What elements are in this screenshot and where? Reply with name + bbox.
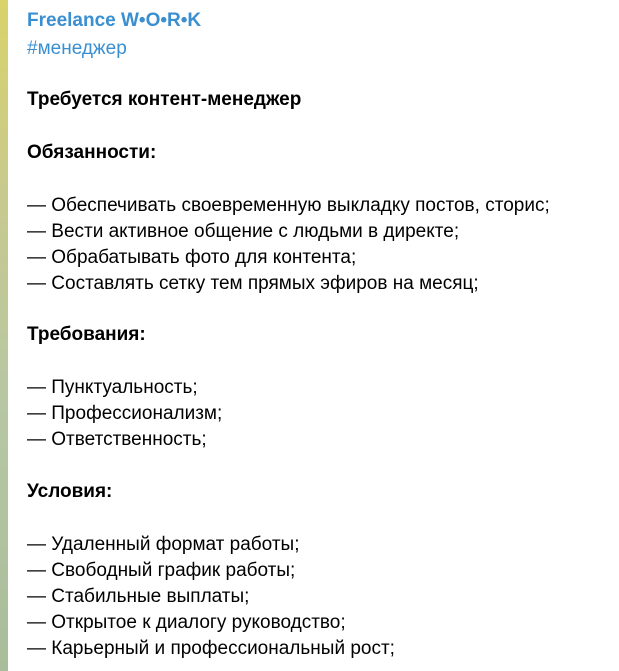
hashtag-link[interactable]: #менеджер xyxy=(27,38,127,59)
requirement-item: — Ответственность; xyxy=(27,429,207,450)
duty-item: — Вести активное общение с людьми в директе; xyxy=(27,221,460,242)
requirement-item: — Пунктуальность; xyxy=(27,377,198,398)
duties-heading: Обязанности: xyxy=(27,142,157,163)
condition-item: — Открытое к диалогу руководство; xyxy=(27,612,346,633)
requirement-item: — Профессионализм; xyxy=(27,403,223,424)
chat-background-strip xyxy=(0,0,8,671)
message-bubble xyxy=(8,0,619,671)
post-title: Требуется контент-менеджер xyxy=(27,89,302,110)
condition-item: — Карьерный и профессиональный рост; xyxy=(27,638,395,659)
duty-item: — Составлять сетку тем прямых эфиров на месяц; xyxy=(27,273,479,294)
channel-name[interactable]: Freelance W•O•R•K xyxy=(27,10,202,31)
condition-item: — Свободный график работы; xyxy=(27,560,296,581)
duty-item: — Обеспечивать своевременную выкладку постов, сторис; xyxy=(27,195,550,216)
duty-item: — Обрабатывать фото для контента; xyxy=(27,247,357,268)
condition-item: — Удаленный формат работы; xyxy=(27,534,300,555)
conditions-heading: Условия: xyxy=(27,481,113,502)
condition-item: — Стабильные выплаты; xyxy=(27,586,250,607)
requirements-heading: Требования: xyxy=(27,324,146,345)
